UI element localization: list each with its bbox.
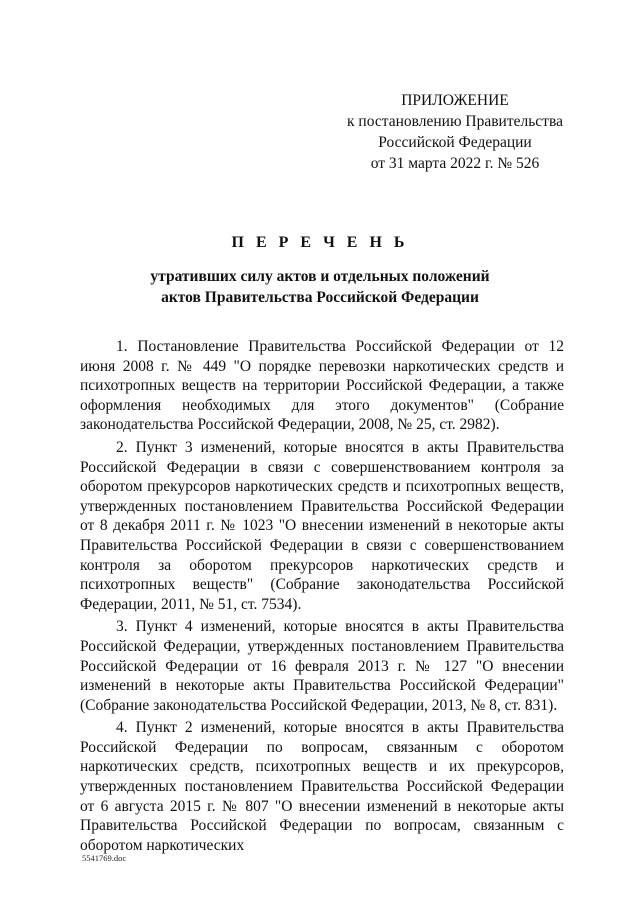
document-heading (80, 234, 560, 308)
appendix-line-1: к постановлению Правительства (347, 113, 563, 130)
list-item: 4. Пункт 2 изменений, которые вносятся в акты Правительства Российской Федерации по вопросам, связанным с оборотом наркотических средств, психотропных веществ и их прекурсоров, утвержденных постановлением Правительства Российской Федерации от 6 августа 2015 г. № 807 "О внесении изменений в некоторые акты Правительства Российской Федерации по вопросам, связанным с оборотом наркотических (80, 719, 564, 854)
heading-line-2: актов Правительства Российской Федерации (161, 289, 479, 306)
appendix-line-2: Российской Федерации (378, 134, 532, 151)
appendix-line-3: от 31 марта 2022 г. № 526 (370, 155, 540, 172)
file-name-footer: 5541769.doc (82, 853, 127, 863)
list-item: 3. Пункт 4 изменений, которые вносятся в акты Правительства Российской Федерации, утвержденных постановлением Правительства Российской Федерации от 16 февраля 2013 г. № 127 "О внесении изменений в некоторые акты Правительства Российской Федерации" (Собрание законодательства Российской Федерации, 2013, № 8, ст. 831). (80, 618, 564, 714)
document-body (80, 337, 564, 858)
heading-title: П Е Р Е Ч Е Н Ь (231, 234, 409, 251)
appendix-block (330, 90, 580, 174)
appendix-title: ПРИЛОЖЕНИЕ (401, 92, 509, 109)
list-item: 1. Постановление Правительства Российской Федерации от 12 июня 2008 г. № 449 "О порядке перевозки наркотических средств и психотропных веществ на территории Российской Федерации, а также оформления необходимых для этого документов" (Собрание законодательства Российской Федерации, 2008, № 25, ст. 2982). (80, 338, 564, 434)
heading-line-1: утративших силу актов и отдельных положений (150, 268, 490, 285)
list-item: 2. Пункт 3 изменений, которые вносятся в акты Правительства Российской Федерации в связи с совершенствованием контроля за оборотом прекурсоров наркотических средств и психотропных веществ, утвержденных постановлением Правительства Российской Федерации от 8 декабря 2011 г. № 1023 "О внесении изменений в некоторые акты Правительства Российской Федерации в связи с совершенствованием контроля за оборотом прекурсоров наркотических средств и психотропных веществ" (Собрание законодательства Российской Федерации, 2011, № 51, ст. 7534). (80, 438, 564, 613)
